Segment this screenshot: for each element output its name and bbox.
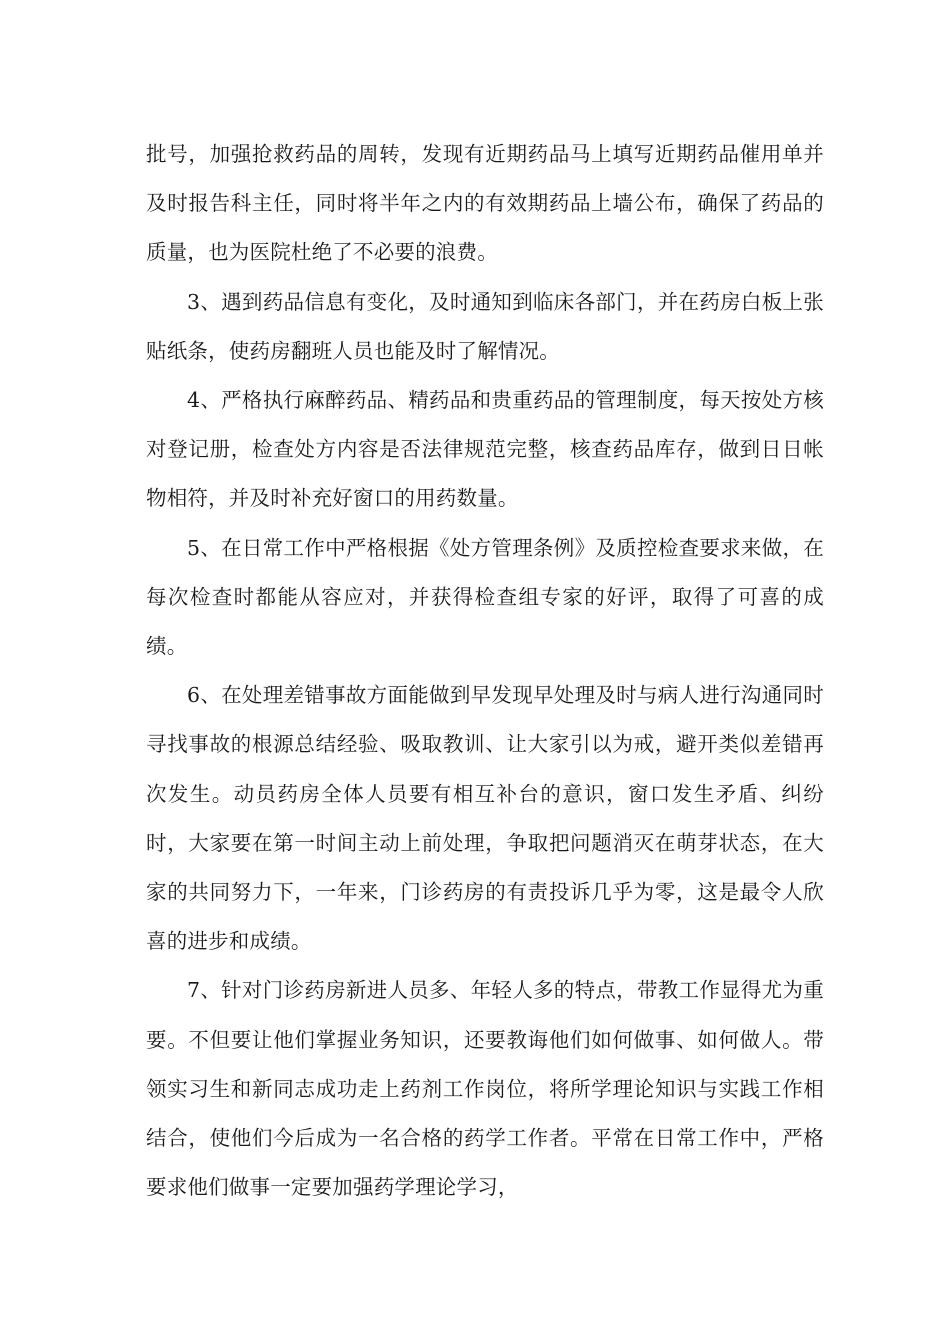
paragraph-item-6: 6、在处理差错事故方面能做到早发现早处理及时与病人进行沟通同时寻找事故的根源总结经验、吸取教训、让大家引以为戒，避开类似差错再次发生。动员药房全体人员要有相互补台的意识，窗口发生矛盾、纠纷时，大家要在第一时间主动上前处理，争取把问题消灭在萌芽状态，在大家的共同努力下，一年来，门诊药房的有责投诉几乎为零，这是最令人欣喜的进步和成绩。 (146, 683, 824, 954)
paragraph-item-4: 4、严格执行麻醉药品、精药品和贵重药品的管理制度，每天按处方核对登记册，检查处方内容是否法律规范完整，核查药品库存，做到日日帐物相符，并及时补充好窗口的用药数量。 (146, 388, 824, 511)
paragraph-item-5: 5、在日常工作中严格根据《处方管理条例》及质控检查要求来做，在每次检查时都能从容应对，并获得检查组专家的好评，取得了可喜的成绩。 (146, 535, 824, 659)
document-body (146, 130, 824, 1212)
paragraph-item-7: 7、针对门诊药房新进人员多、年轻人多的特点，带教工作显得尤为重要。不但要让他们掌握业务知识，还要教诲他们如何做事、如何做人。带领实习生和新同志成功走上药剂工作岗位，将所学理论知识与实践工作相结合，使他们今后成为一名合格的药学工作者。平常在日常工作中，严格要求他们做事一定要加强药学理论学习， (146, 978, 824, 1200)
paragraph-continuation: 批号，加强抢救药品的周转，发现有近期药品马上填写近期药品催用单并及时报告科主任，同时将半年之内的有效期药品上墙公布，确保了药品的质量，也为医院杜绝了不必要的浪费。 (146, 142, 824, 265)
paragraph-item-3: 3、遇到药品信息有变化，及时通知到临床各部门，并在药房白板上张贴纸条，使药房翻班人员也能及时了解情况。 (146, 289, 824, 363)
